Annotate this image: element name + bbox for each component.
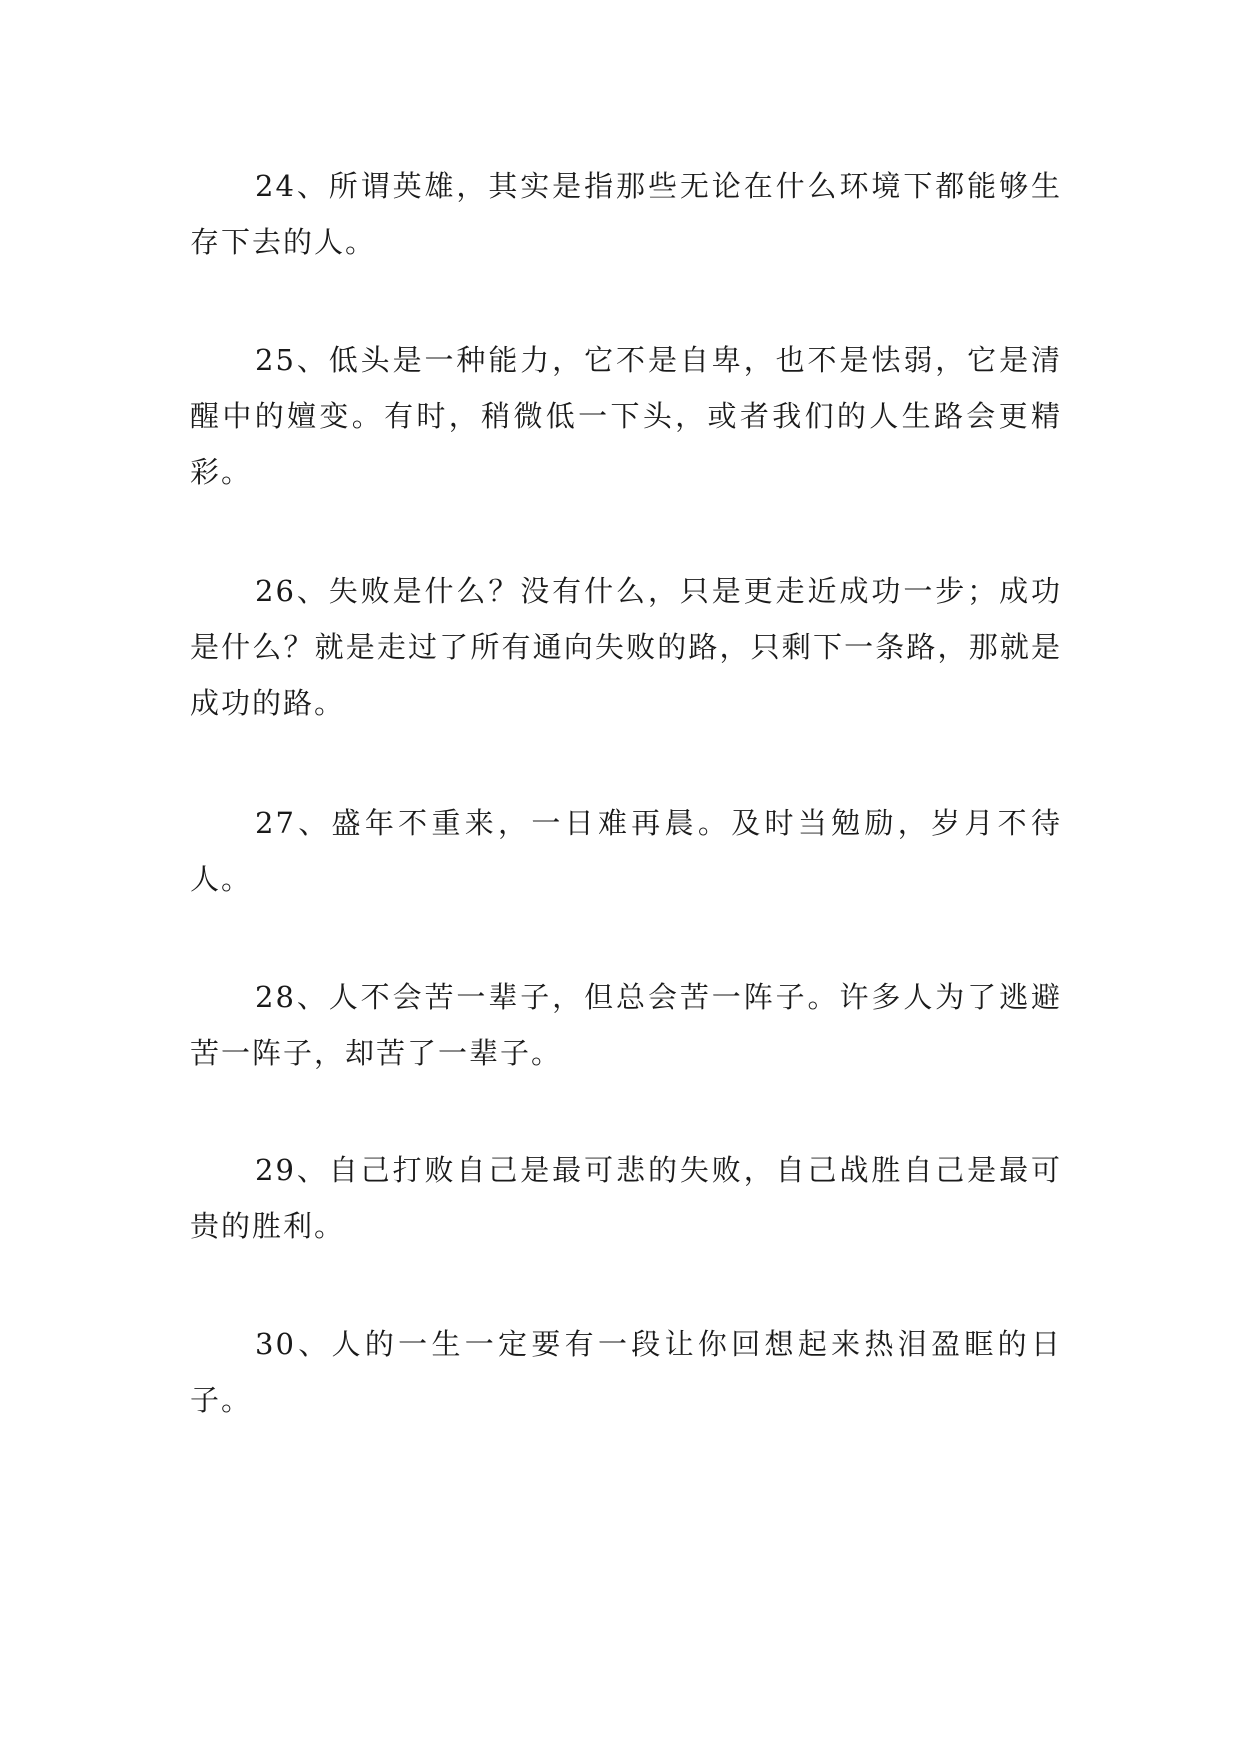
quote-paragraph-26: 26、失败是什么？没有什么，只是更走近成功一步；成功是什么？就是走过了所有通向失败的路，只剩下一条路，那就是成功的路。 <box>190 574 1062 720</box>
quote-paragraph-24: 24、所谓英雄，其实是指那些无论在什么环境下都能够生存下去的人。 <box>190 169 1062 259</box>
quote-paragraph-27: 27、盛年不重来，一日难再晨。及时当勉励，岁月不待人。 <box>190 806 1062 896</box>
quote-paragraph-25: 25、低头是一种能力，它不是自卑，也不是怯弱，它是清醒中的嬗变。有时，稍微低一下头，或者我们的人生路会更精彩。 <box>190 343 1062 489</box>
quote-paragraph-29: 29、自己打败自己是最可悲的失败，自己战胜自己是最可贵的胜利。 <box>190 1153 1062 1243</box>
quote-paragraph-30: 30、人的一生一定要有一段让你回想起来热泪盈眶的日子。 <box>190 1327 1062 1417</box>
quote-paragraph-28: 28、人不会苦一辈子，但总会苦一阵子。许多人为了逃避苦一阵子，却苦了一辈子。 <box>190 980 1062 1070</box>
